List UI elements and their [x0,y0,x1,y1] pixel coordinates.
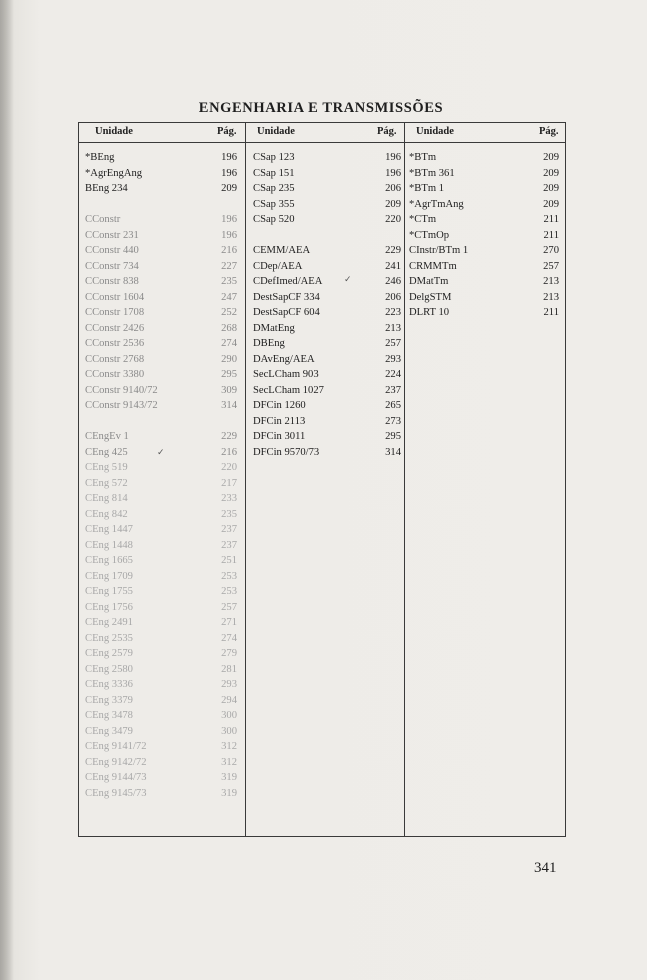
table-row [409,243,559,259]
page-cell: 295 [221,369,237,380]
unit-cell: CRMMTm [409,260,457,272]
page-title: ENGENHARIA E TRANSMISSÕES [198,100,444,116]
table-row [85,212,237,228]
table-row [253,259,401,275]
column-3 [409,150,559,321]
table-row [253,197,401,213]
table-row [85,243,237,259]
unit-cell: CEMM/AEA [253,245,311,256]
page-cell: 252 [221,307,237,318]
unit-cell: *BTm 361 [409,167,455,179]
table-row [85,259,237,275]
page-cell: 295 [385,431,401,442]
page-cell: 251 [221,555,237,566]
page-cell: 257 [221,601,237,613]
unit-cell: CEng 9141/72 [85,741,147,752]
unit-cell: CConstr 2768 [85,353,145,365]
page-cell: 293 [385,353,401,365]
page-cell: 196 [221,152,237,163]
table-row [85,290,237,306]
table-row [85,739,237,755]
table-row [409,150,559,166]
page-cell: 213 [543,291,559,303]
unit-cell: CEng 9144/73 [85,772,147,783]
table-row [85,414,237,430]
unit-cell: DLRT 10 [409,307,450,318]
unit-cell: DBEng [253,338,285,349]
table-row [85,786,237,802]
unit-cell: CEng 3478 [85,710,133,721]
table-row [409,305,559,321]
table-row [85,321,237,337]
page-cell: 314 [385,446,401,458]
unit-cell: *BEng [85,152,115,163]
page-cell: 229 [221,431,237,442]
page-cell: 196 [221,214,237,225]
table-row [85,228,237,244]
unit-cell: CConstr 2426 [85,322,145,334]
table-row [253,383,401,399]
page-cell: 229 [385,245,401,256]
page-cell: 209 [221,183,237,194]
table-header [79,123,565,143]
column-divider [404,123,405,836]
page-cell: 209 [385,198,401,210]
unit-cell: DMatEng [253,322,295,334]
table-row [85,770,237,786]
table-row [409,212,559,228]
pencil-checkmark-icon: ✓ [344,274,352,284]
page-cell: 300 [221,725,237,737]
page-cell: 237 [221,539,237,551]
page-cell: 209 [543,167,559,179]
page-cell: 196 [221,167,237,179]
table-row [85,398,237,414]
unit-cell: CEng 814 [85,493,128,504]
table-row [253,166,401,182]
table-row [409,228,559,244]
table-row [85,150,237,166]
unit-cell: CEng 3379 [85,694,133,706]
page-cell: 220 [221,462,237,473]
page-cell: 314 [221,400,237,411]
unit-cell: BEng 234 [85,183,128,194]
page-cell: 213 [385,322,401,334]
page-cell: 268 [221,322,237,334]
page-cell: 224 [385,369,401,380]
table-row [409,181,559,197]
unit-cell: DFCin 3011 [253,431,306,442]
page-cell: 233 [221,493,237,504]
unit-cell: CEng 1756 [85,601,133,613]
table-row [253,228,401,244]
table-row [85,662,237,678]
table-row [85,507,237,523]
page-cell: 309 [221,384,237,396]
unit-cell: CEng 3336 [85,679,133,690]
unit-cell: CEng 1448 [85,539,133,551]
table-row [85,491,237,507]
unit-cell: DMatTm [409,276,449,287]
table-row [85,197,237,213]
page-cell: 220 [385,214,401,225]
page-cell: 294 [221,694,237,706]
table-row [85,724,237,740]
header-unit-2: Unidade [257,126,295,137]
table-row [253,243,401,259]
page-cell: 235 [221,508,237,520]
unit-cell: CEng 2580 [85,663,133,675]
table-row [253,414,401,430]
unit-cell: CConstr 3380 [85,369,145,380]
page-cell: 216 [221,245,237,256]
page-cell: 196 [385,167,401,179]
unit-cell: CEng 519 [85,462,128,473]
unit-cell: CEng 425 [85,446,128,458]
page-cell: 273 [385,415,401,427]
page-cell: 213 [543,276,559,287]
page-cell: 211 [543,214,559,225]
page-cell: 196 [385,152,401,163]
page-cell: 223 [385,307,401,318]
unit-cell: CEng 3479 [85,725,133,737]
unit-cell: CEng 572 [85,477,128,489]
page-cell: 279 [221,648,237,659]
page-cell: 300 [221,710,237,721]
unit-cell: DFCin 1260 [253,400,306,411]
header-page-3: Pág. [539,126,559,137]
page-cell: 211 [543,307,559,318]
unit-cell: CEng 2491 [85,617,133,628]
page-cell: 319 [221,772,237,783]
unit-cell: CConstr 231 [85,229,139,241]
page-cell: 274 [221,632,237,644]
page-cell: 265 [385,400,401,411]
table-row [253,352,401,368]
unit-cell: CConstr 9143/72 [85,400,158,411]
unit-cell: DestSapCF 334 [253,291,320,303]
unit-cell: CEng 2535 [85,632,133,644]
table-row [85,693,237,709]
table-row [85,631,237,647]
page-cell: 257 [385,338,401,349]
table-row [85,522,237,538]
table-row [253,398,401,414]
unit-cell: *AgrEngAng [85,167,143,179]
table-row [85,476,237,492]
page-cell: 290 [221,353,237,365]
table-row [85,677,237,693]
unit-cell: CSap 235 [253,183,295,194]
unit-cell: CEng 1709 [85,570,133,582]
table-row [85,460,237,476]
unit-cell: DelgSTM [409,291,452,303]
table-row [409,290,559,306]
unit-cell: CConstr 838 [85,276,139,287]
table-row [85,538,237,554]
table-row [85,755,237,771]
unit-cell: CConstr 734 [85,260,139,272]
page-cell: 319 [221,787,237,799]
unit-cell: CEng 9142/72 [85,756,147,768]
unit-cell: CSap 355 [253,198,295,210]
table-row [253,212,401,228]
unit-cell: DFCin 2113 [253,415,306,427]
unit-cell: *CTm [409,214,437,225]
page-cell: 312 [221,741,237,752]
unit-cell: CEngEv 1 [85,431,129,442]
header-page-1: Pág. [217,126,237,137]
unit-cell: CEng 2579 [85,648,133,659]
table-row [253,290,401,306]
unit-cell: CConstr 1604 [85,291,145,303]
table-row [85,553,237,569]
unit-cell: CEng 1447 [85,524,133,535]
table-row [253,321,401,337]
header-unit-3: Unidade [416,126,454,137]
page-cell: 211 [543,229,559,241]
unit-cell: CSap 123 [253,152,295,163]
table-row [85,708,237,724]
unit-cell: CEng 9145/73 [85,787,147,799]
page-edge-shadow [0,0,14,980]
table-row [85,181,237,197]
unit-cell: CConstr 1708 [85,307,145,318]
table-row [253,150,401,166]
page-cell: 196 [221,229,237,241]
table-row [85,274,237,290]
page-cell: 281 [221,663,237,675]
page-cell: 209 [543,198,559,210]
table-row [409,166,559,182]
table-row [253,367,401,383]
page-cell: 312 [221,756,237,768]
unit-cell: CSap 151 [253,167,295,179]
table-row [253,305,401,321]
table-row [85,569,237,585]
page-cell: 237 [385,384,401,396]
column-divider [245,123,246,836]
table-row [253,429,401,445]
column-1 [85,150,237,801]
table-row [85,584,237,600]
page-cell: 257 [543,260,559,272]
page-cell: 271 [221,617,237,628]
unit-cell: CSap 520 [253,214,295,225]
unit-cell: SecLCham 903 [253,369,319,380]
unit-cell: CInstr/BTm 1 [409,245,469,256]
page-cell: 253 [221,586,237,597]
unit-cell: DestSapCF 604 [253,307,320,318]
unit-cell: CDep/AEA [253,260,303,272]
table-row [85,429,237,445]
page-cell: 209 [543,152,559,163]
unit-cell: CConstr [85,214,121,225]
header-page-2: Pág. [377,126,397,137]
page-number: 341 [534,860,557,876]
table-row [409,197,559,213]
page-cell: 246 [385,276,401,287]
unit-cell: DAvEng/AEA [253,353,315,365]
table-row [85,615,237,631]
unit-cell: *AgrTmAng [409,198,464,210]
unit-cell: CConstr 9140/72 [85,384,158,396]
page-cell: 235 [221,276,237,287]
column-2 [253,150,401,460]
table-row [85,383,237,399]
page-cell: 247 [221,291,237,303]
table-row [253,445,401,461]
pencil-checkmark-icon: ✓ [157,447,165,457]
page-cell: 270 [543,245,559,256]
unit-cell: *BTm 1 [409,183,445,194]
page-cell: 216 [221,446,237,458]
page-cell: 237 [221,524,237,535]
table-row [85,646,237,662]
table-row [409,274,559,290]
unit-cell: *BTm [409,152,437,163]
page-cell: 253 [221,570,237,582]
table-row [85,352,237,368]
unit-cell: CConstr 440 [85,245,139,256]
page-cell: 274 [221,338,237,349]
page-cell: 293 [221,679,237,690]
unit-cell: CDefImed/AEA [253,276,323,287]
page-cell: 227 [221,260,237,272]
table-row [253,274,401,290]
table-row [85,336,237,352]
page-cell: 209 [543,183,559,194]
unit-cell: CEng 842 [85,508,128,520]
page-cell: 217 [221,477,237,489]
table-row [409,259,559,275]
table-row [253,181,401,197]
unit-cell: DFCin 9570/73 [253,446,320,458]
page-cell: 206 [385,291,401,303]
table-row [85,305,237,321]
header-unit-1: Unidade [95,126,133,137]
table-row [85,367,237,383]
table-row [85,166,237,182]
unit-cell: SecLCham 1027 [253,384,324,396]
index-table [78,122,566,837]
unit-cell: CEng 1665 [85,555,133,566]
page-cell: 206 [385,183,401,194]
unit-cell: CEng 1755 [85,586,133,597]
unit-cell: *CTmOp [409,229,450,241]
table-row [253,336,401,352]
page-cell: 241 [385,260,401,272]
unit-cell: CConstr 2536 [85,338,145,349]
table-row [85,600,237,616]
